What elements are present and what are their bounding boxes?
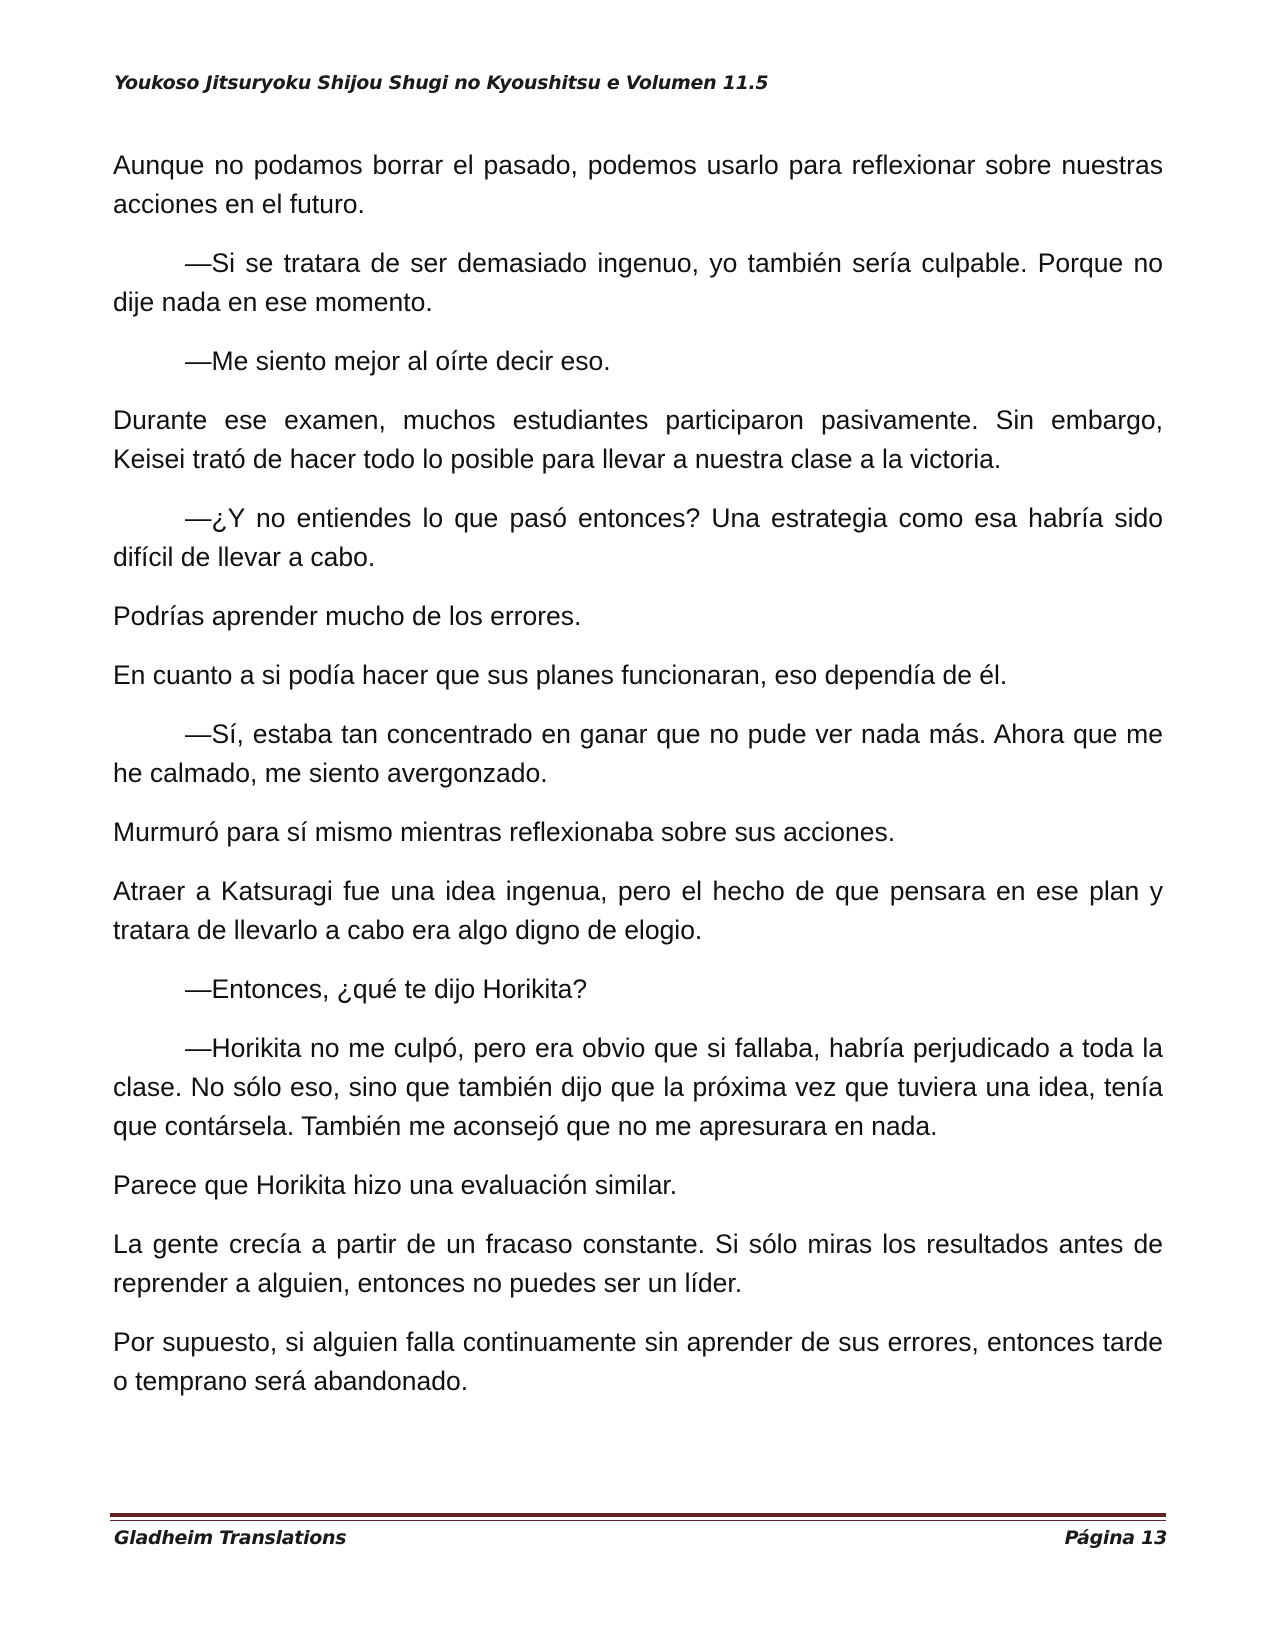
paragraph: Murmuró para sí mismo mientras reflexionaba sobre sus acciones. (113, 817, 896, 847)
paragraph: La gente crecía a partir de un fracaso constante. Si sólo miras los resultados antes de reprender a alguien, entonces no puedes ser un líder. (113, 1229, 1163, 1298)
paragraph: Parece que Horikita hizo una evaluación similar. (113, 1170, 678, 1200)
paragraph: Durante ese examen, muchos estudiantes participaron pasivamente. Sin embargo, Keisei trató de hacer todo lo posible para llevar a nuestra clase a la victoria. (113, 405, 1163, 474)
footer-divider (110, 1513, 1166, 1517)
paragraph: Aunque no podamos borrar el pasado, podemos usarlo para reflexionar sobre nuestras acciones en el futuro. (113, 150, 1163, 219)
dialogue-paragraph: —Entonces, ¿qué te dijo Horikita? (185, 974, 588, 1004)
footer-page-number: Página 13 (1064, 1527, 1167, 1549)
paragraph: En cuanto a si podía hacer que sus planes funcionaran, eso dependía de él. (113, 660, 1008, 690)
paragraph: Atraer a Katsuragi fue una idea ingenua, pero el hecho de que pensara en ese plan y tratara de llevarlo a cabo era algo digno de elogio. (113, 876, 1163, 945)
paragraph: Por supuesto, si alguien falla continuamente sin aprender de sus errores, entonces tarde o temprano será abandonado. (113, 1327, 1163, 1396)
footer-translator-credit: Gladheim Translations (114, 1527, 347, 1549)
dialogue-paragraph: —Me siento mejor al oírte decir eso. (185, 346, 611, 376)
dialogue-paragraph: —¿Y no entiendes lo que pasó entonces? Una estrategia como esa habría sido difícil de llevar a cabo. (113, 503, 1163, 572)
page-body (113, 146, 1163, 1421)
footer-divider-thin (110, 1520, 1166, 1521)
paragraph: Podrías aprender mucho de los errores. (113, 601, 582, 631)
dialogue-paragraph: —Sí, estaba tan concentrado en ganar que no pude ver nada más. Ahora que me he calmado, me siento avergonzado. (113, 719, 1163, 788)
dialogue-paragraph: —Si se tratara de ser demasiado ingenuo, yo también sería culpable. Porque no dije nada en ese momento. (113, 248, 1163, 317)
dialogue-paragraph: —Horikita no me culpó, pero era obvio que si fallaba, habría perjudicado a toda la clase. No sólo eso, sino que también dijo que la próxima vez que tuviera una idea, tenía que contársela. También me aconsejó que no me apresurara en nada. (113, 1033, 1163, 1141)
page-header-title: Youkoso Jitsuryoku Shijou Shugi no Kyoushitsu e Volumen 11.5 (114, 72, 769, 94)
